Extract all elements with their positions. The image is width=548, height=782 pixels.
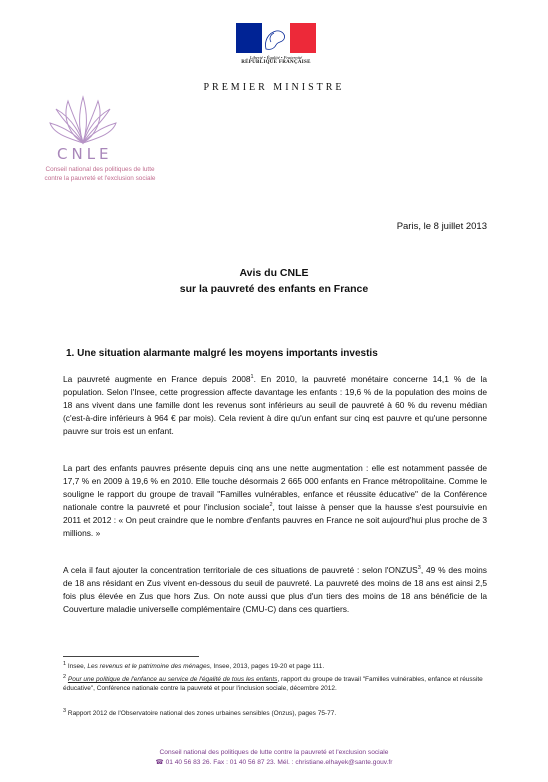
footer-line1: Conseil national des politiques de lutte contre la pauvreté et l'exclusion sociale [159,749,389,756]
footnote [63,675,487,693]
paragraph [63,373,487,438]
title-line2: sur la pauvreté des enfants en France [179,283,369,295]
republique-francaise-logo [236,23,316,65]
footnote [63,662,487,671]
footnote-link[interactable]: Pour une politique de l'enfance au service de l'égalité de tous les enfants [67,676,278,683]
footnote-number: 1 [63,660,67,667]
section-heading: 1. Une situation alarmante malgré les moyens importants investis [66,348,378,359]
footnote-text: , rapport du groupe de travail "Familles vulnérables, enfance et réussite éducative", Conférence nationale contre la pauvreté et pour l'inclusion sociale, décembre 2012. [63,676,483,692]
document-date: Paris, le 8 juillet 2013 [396,221,487,232]
premier-ministre-heading: PREMIER MINISTRE [203,82,345,93]
republique-name: RÉPUBLIQUE FRANÇAISE [241,60,311,65]
paragraph-text: , tout laisse à penser que la hausse s'est poursuivie en 2011 et 2012 : « On peut craindre que le nombre d'enfants pauvres en France ne soit aujourd'hui plus proche de 3 millions. » [63,502,487,538]
footnote-ref[interactable]: 2 [269,502,273,509]
page-footer [0,748,548,768]
footer-contact: ☎ 01 40 56 83 26. Fax : 01 40 56 87 23. Mél. : christiane.elhayek@sante.gouv.fr [155,759,393,766]
paragraph-text: A cela il faut ajouter la concentration territoriale de ces situations de pauvreté : selon l'ONZUS [63,565,418,575]
paragraph [63,564,487,616]
footnote-text: Rapport 2012 de l'Observatoire national des zones urbaines sensibles (Onzus), pages 75-77. [66,710,337,717]
cnle-star-emblem-icon [48,95,118,147]
cnle-logo-text: CNLE [57,145,113,163]
paragraph [63,462,487,540]
footnote-ref[interactable]: 1 [250,374,254,381]
title-line1: Avis du CNLE [239,267,309,279]
footnote-text: Insee, [66,663,88,670]
paragraph-text: , 49 % des moins de 18 ans résidant en Zus vivent en-dessous du seuil de pauvreté. La pauvreté des moins de 18 ans est ainsi 2,5 fois plus élevée en Zus que hors Zus. On note aussi que plus d'un tiers des moins de 18 ans bénéficie de la Couverture maladie universelle complémentaire (CMU-C) dans ces quartiers. [63,565,487,614]
document-title [0,265,548,297]
footnote-ref[interactable]: 3 [417,565,421,572]
footnote-number: 3 [63,707,67,714]
cnle-subtitle-line2: contre la pauvreté et l'exclusion sociale [44,175,156,182]
paragraph-text: La pauvreté augmente en France depuis 2008 [63,374,251,384]
footnote-separator [63,656,199,657]
cnle-subtitle [10,165,190,183]
marianne-flag-icon [236,23,316,53]
paragraph-text: . En 2010, la pauvreté monétaire concerne 14,1 % de la population. Selon l'Insee, cette progression affecte davantage les enfants : 19,6 % de la population des moins de 18 ans vivent dans une famille dont les revenus sont inférieurs au seuil de pauvreté à 60 % du revenu médian (c'est-à-dire inférieurs à 964 € par mois). Cela revient à dire qu'un enfant sur cinq est pauvre et qu'une personne pauvre sur trois est un enfant. [63,374,488,436]
paragraph-text: La part des enfants pauvres présente depuis cinq ans une nette augmentation : elle est notamment passée de 17,7 % en 2009 à 19,6 % en 2010. Elle touche désormais 2 665 000 enfants en France métropolitaine. Comme le souligne le rapport du groupe de travail "Familles vulnérables, enfance et réussite éducative" de la Conférence nationale contre la pauvreté et pour l'inclusion sociale [63,463,487,512]
cnle-subtitle-line1: Conseil national des politiques de lutte [45,166,155,173]
footnote-italic-title: Les revenus et le patrimoine des ménages [87,663,210,670]
republique-motto: Liberté • Égalité • Fraternité [249,55,303,60]
footnote-number: 2 [63,673,67,680]
footnote-text: , Insee, 2013, pages 19-20 et page 111. [209,663,325,670]
footnote [63,709,487,718]
